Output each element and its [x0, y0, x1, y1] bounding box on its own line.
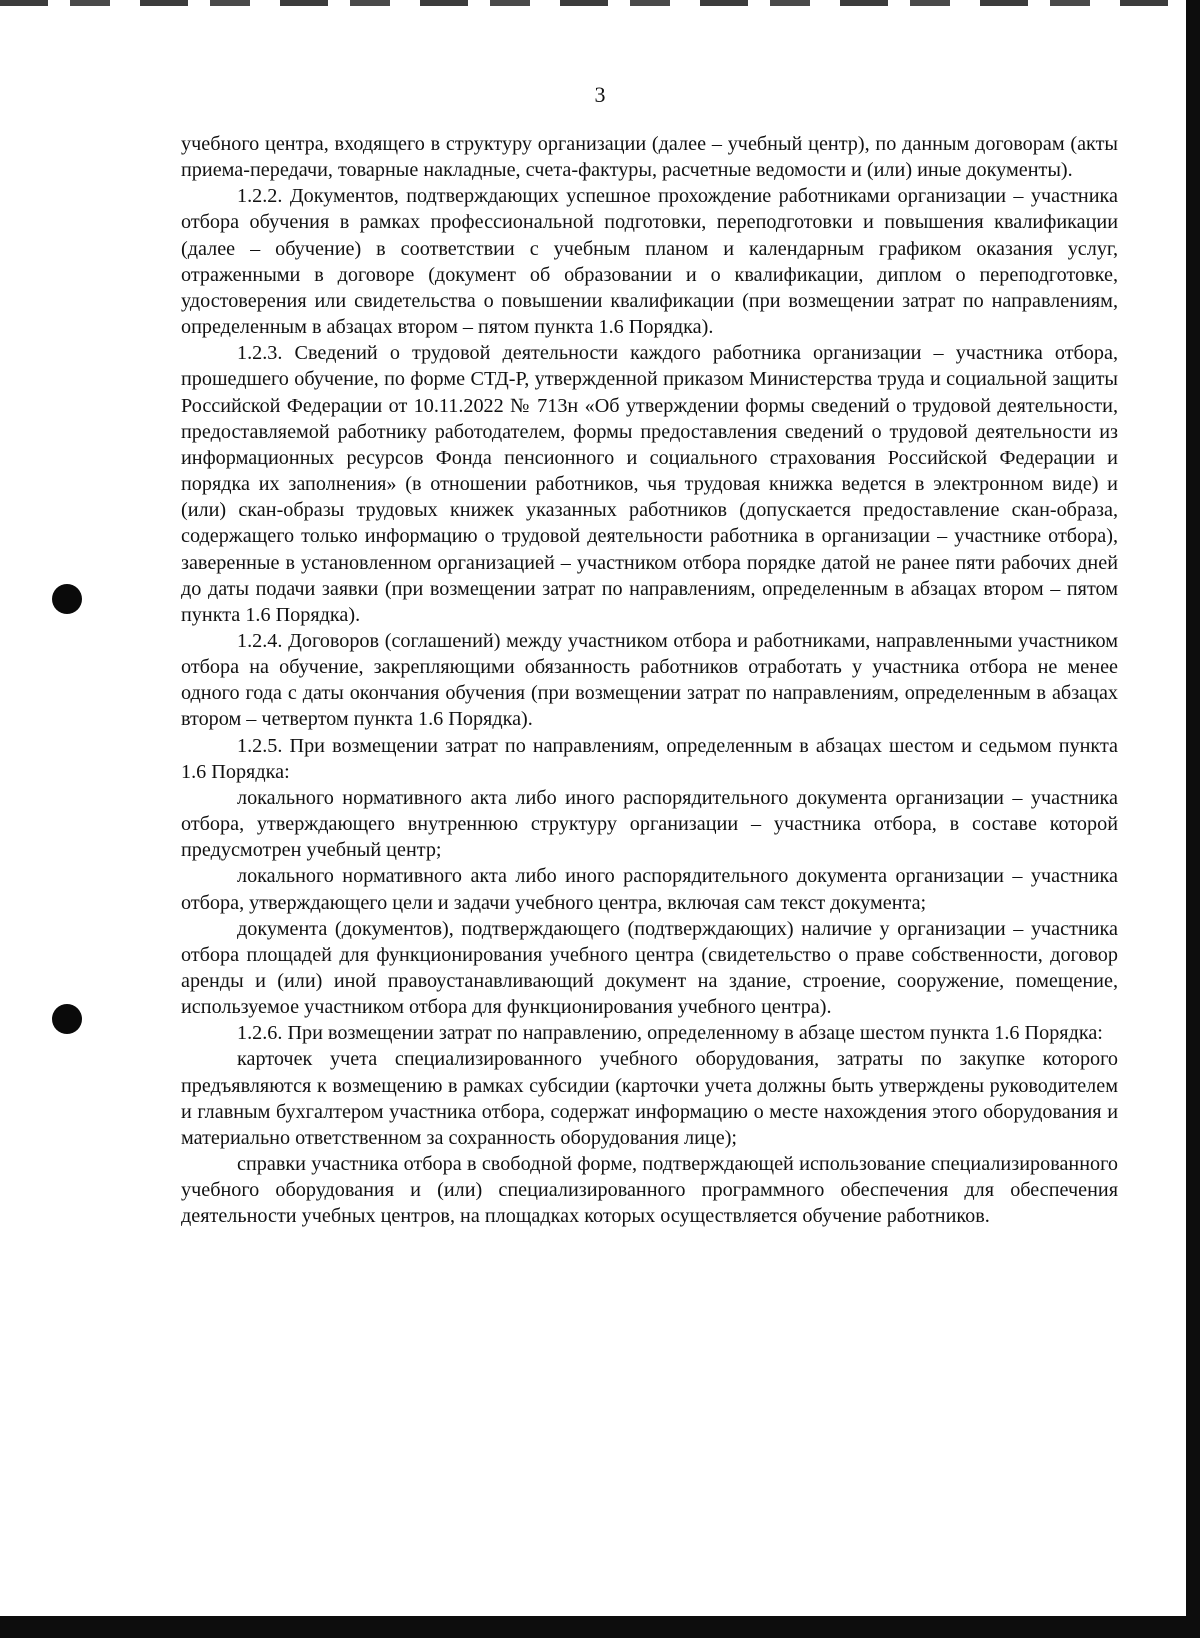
paragraph: 1.2.5. При возмещении затрат по направлениям, определенным в абзацах шестом и седьмом пункта 1.6 Порядка:: [181, 734, 1118, 783]
paragraph: локального нормативного акта либо иного распорядительного документа организации – участника отбора, утверждающего цели и задачи учебного центра, включая сам текст документа;: [181, 865, 1118, 914]
page-number: 3: [594, 82, 606, 107]
paragraph: 1.2.3. Сведений о трудовой деятельности каждого работника организации – участника отбора, прошедшего обучение, по форме СТД-Р, утвержденной приказом Министерства труда и социальной защиты Российской Федерации от 10.11.2022 № 713н «Об утверждении формы сведений о трудовой деятельности, предоставляемой работнику работодателем, формы предоставления сведений о трудовой деятельности из информационных ресурсов Фонда пенсионного и социального страхования Российской Федерации и порядка их заполнения» (в отношении работников, чья трудовая книжка ведется в электронном виде) и (или) скан-образы трудовых книжек указанных работников (допускается предоставление скан-образа, содержащего только информацию о трудовой деятельности работника в организации – участнике отбора), заверенные в установленном организацией – участником отбора порядке датой не ранее пяти рабочих дней до даты подачи заявки (при возмещении затрат по направлениям, определенным в абзацах втором – пятом пункта 1.6 Порядка).: [181, 342, 1118, 626]
paragraph: 1.2.6. При возмещении затрат по направлению, определенному в абзаце шестом пункта 1.6 Порядка:: [237, 1022, 1103, 1045]
punch-hole: [52, 1004, 82, 1034]
punch-hole: [52, 584, 82, 614]
document-body: [181, 131, 1118, 1230]
paragraph: учебного центра, входящего в структуру организации (далее – учебный центр), по данным договорам (акты приема-передачи, товарные накладные, счета-фактуры, расчетные ведомости и (или) иные документы).: [181, 133, 1118, 182]
scan-right-edge: [1186, 0, 1200, 1638]
paragraph: карточек учета специализированного учебного оборудования, затраты по закупке которого предъявляются к возмещению в рамках субсидии (карточки учета должны быть утверждены руководителем и главным бухгалтером участника отбора, содержат информацию о месте нахождения этого оборудования и материально ответственном за сохранность оборудования лице);: [181, 1048, 1118, 1149]
scan-bottom-edge: [0, 1616, 1200, 1638]
paragraph: справки участника отбора в свободной форме, подтверждающей использование специализированного учебного оборудования и (или) специализированного программного обеспечения для обеспечения деятельности учебных центров, на площадках которых осуществляется обучение работников.: [181, 1153, 1118, 1228]
paragraph: 1.2.2. Документов, подтверждающих успешное прохождение работниками организации – участника отбора обучения в рамках профессиональной подготовки, переподготовки и повышения квалификации (далее – обучение) в соответствии с учебным планом и календарным графиком оказания услуг, отраженными в договоре (документ об образовании и о квалификации, диплом о переподготовке, удостоверения или свидетельства о повышении квалификации (при возмещении затрат по направлениям, определенным в абзацах втором – пятом пункта 1.6 Порядка).: [181, 185, 1118, 339]
paragraph: документа (документов), подтверждающего (подтверждающих) наличие у организации – участника отбора площадей для функционирования учебного центра (свидетельство о праве собственности, договор аренды и (или) иной правоустанавливающий документ на здание, строение, сооружение, помещение, используемое участником отбора для функционирования учебного центра).: [181, 917, 1118, 1019]
scan-top-edge: [0, 0, 1200, 6]
paragraph: локального нормативного акта либо иного распорядительного документа организации – участника отбора, утверждающего внутреннюю структуру организации – участника отбора, в составе которой предусмотрен учебный центр;: [181, 786, 1118, 862]
paragraph: 1.2.4. Договоров (соглашений) между участником отбора и работниками, направленными участником отбора на обучение, закрепляющими обязанность работников отработать у участника отбора не менее одного года с даты окончания обучения (при возмещении затрат по направлениям, определенным в абзацах втором – четвертом пункта 1.6 Порядка).: [181, 629, 1118, 731]
